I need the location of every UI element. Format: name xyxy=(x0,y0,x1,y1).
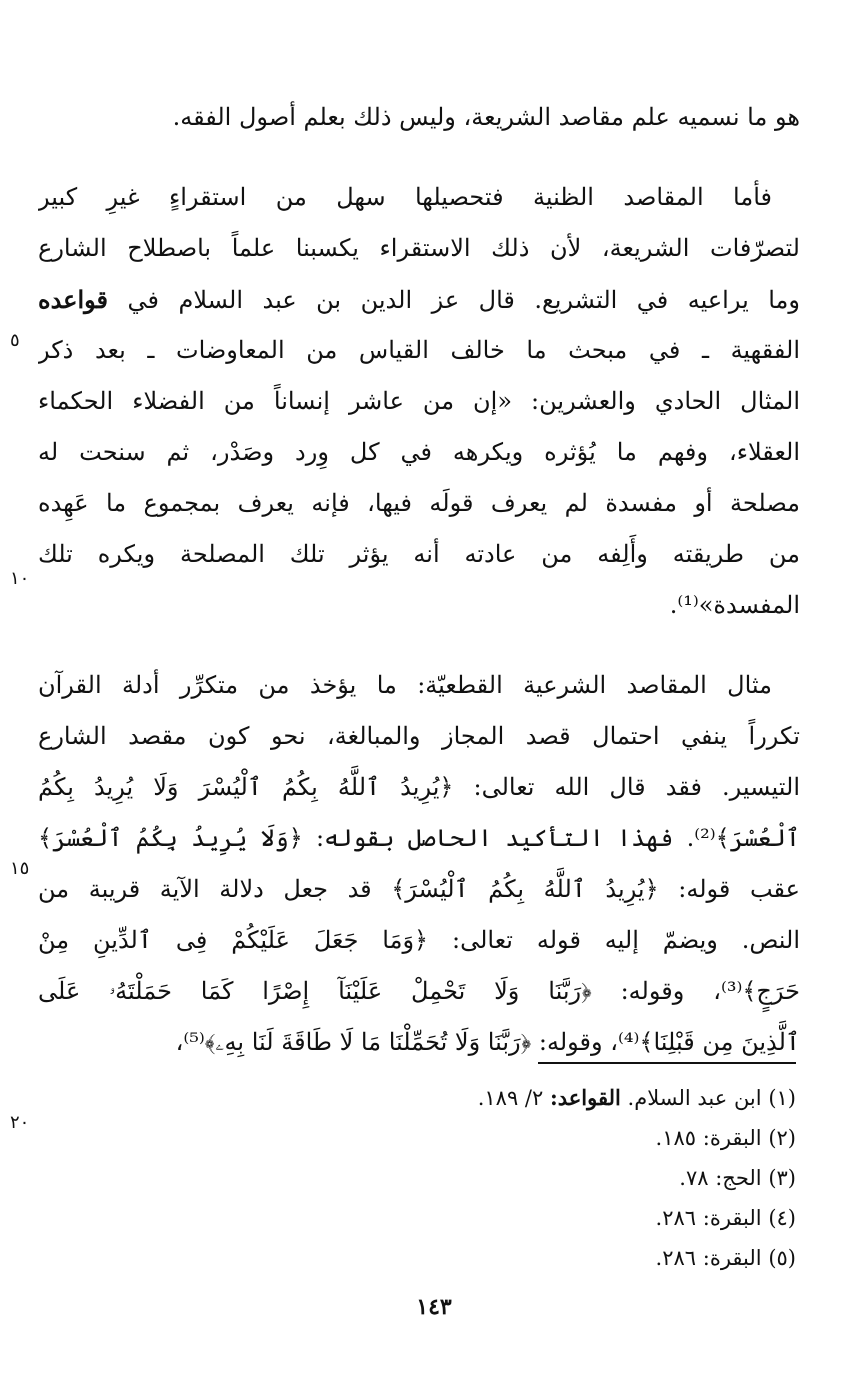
margin-line-number: ١٠ xyxy=(10,568,30,589)
footnote-number: (٢) xyxy=(768,1126,796,1150)
margin-line-number: ٢٠ xyxy=(10,1112,30,1133)
paragraph-gap xyxy=(38,143,800,172)
body-text xyxy=(38,92,800,1068)
body-line: عقب قوله: ﴿يُرِيدُ ٱللَّهُ بِكُمُ ٱلْيُسْرَ﴾ قد جعل دلالة الآية قريبة من xyxy=(38,875,800,903)
bold-book-title: قواعده xyxy=(38,285,109,314)
footnote-text: ابن عبد السلام. xyxy=(627,1086,762,1110)
footnote-number: (٥) xyxy=(768,1246,796,1270)
footnote-text: الحج: ٧٨. xyxy=(679,1166,762,1190)
body-line: المفسدة»⁽¹⁾. xyxy=(669,591,800,619)
margin-line-number: ١٥ xyxy=(10,858,30,879)
footnote-number: (٣) xyxy=(768,1166,796,1190)
footnote-text: البقرة: ٢٨٦. xyxy=(655,1206,762,1230)
footnote-item xyxy=(236,1118,796,1158)
body-line: من طريقته وأَلِفه من عادته أنه يؤثر تلك المصلحة ويكره تلك xyxy=(38,540,800,568)
margin-line-number: ٥ xyxy=(10,330,20,351)
body-line xyxy=(38,274,800,325)
footnotes xyxy=(236,1078,796,1278)
body-line: مثال المقاصد الشرعية القطعيّة: ما يؤخذ من متكرِّر أدلة القرآن xyxy=(38,671,772,699)
footnote-number: (١) xyxy=(768,1086,796,1110)
footnote-text: البقرة: ٢٨٦. xyxy=(655,1246,762,1270)
footnote-reference: ٢/ ١٨٩. xyxy=(477,1086,544,1110)
footnote-number: (٤) xyxy=(768,1206,796,1230)
footnote-book-title: القواعد: xyxy=(549,1085,621,1110)
body-line: تكرراً ينفي احتمال قصد المجاز والمبالغة، نحو كون مقصد الشارع xyxy=(38,722,800,750)
body-line: المثال الحادي والعشرين: «إن من عاشر إنساناً من الفضلاء الحكماء xyxy=(38,387,800,415)
body-line: لتصرّفات الشريعة، لأن ذلك الاستقراء يكسبنا علماً باصطلاح الشارع xyxy=(38,234,800,262)
body-line: الفقهية ـ في مبحث ما خالف القياس من المعاوضات ـ بعد ذكر xyxy=(38,336,800,364)
body-line: ٱلْعُسْرَ﴾⁽²⁾. فهذا التأكيد الحاصل بقوله: ﴿وَلَا يُرِيدُ بِكُمُ ٱلْعُسْرَ﴾ xyxy=(38,824,800,852)
body-line: حَرَجٍ﴾⁽³⁾، وقوله: ﴿رَبَّنَا وَلَا تَحْمِلْ عَلَيْنَآ إِصْرًا كَمَا حَمَلْتَهُۥ عَلَى xyxy=(38,977,800,1005)
body-line-text: وما يراعيه في التشريع. قال عز الدين بن عبد السلام في xyxy=(127,286,800,314)
footnote-item xyxy=(236,1158,796,1198)
body-line: العقلاء، وفهم ما يُؤثره ويكرهه في كل وِرد وصَدْر، ثم سنحت له xyxy=(38,438,800,466)
footnote-text: البقرة: ١٨٥. xyxy=(655,1126,762,1150)
body-line: فأما المقاصد الظنية فتحصيلها سهل من استقراءٍ غيرِ كبير xyxy=(38,183,772,211)
footnote-item xyxy=(236,1198,796,1238)
footnote-item xyxy=(236,1238,796,1278)
paragraph-gap xyxy=(38,631,800,660)
body-line: مصلحة أو مفسدة لم يعرف قولَه فيها، فإنه يعرف بمجموع ما عَهِده xyxy=(38,489,800,517)
footnote-item xyxy=(236,1078,796,1118)
body-line: ٱلَّذِينَ مِن قَبْلِنَا﴾⁽⁴⁾، وقوله: ﴿رَبَّنَا وَلَا تُحَمِّلْنَا مَا لَا طَاقَةَ لَنَا بِهِۦ﴾⁽⁵⁾، xyxy=(175,1028,800,1056)
body-line: هو ما نسميه علم مقاصد الشريعة، وليس ذلك بعلم أصول الفقه. xyxy=(172,103,800,131)
body-line: التيسير. فقد قال الله تعالى: ﴿يُرِيدُ ٱللَّهُ بِكُمُ ٱلْيُسْرَ وَلَا يُرِيدُ بِكُمُ xyxy=(38,773,800,801)
footnote-separator xyxy=(538,1062,796,1064)
body-line: النص. ويضمّ إليه قوله تعالى: ﴿وَمَا جَعَلَ عَلَيْكُمْ فِى ٱلدِّينِ مِنْ xyxy=(38,926,800,954)
page-number: ١٤٣ xyxy=(416,1294,452,1320)
